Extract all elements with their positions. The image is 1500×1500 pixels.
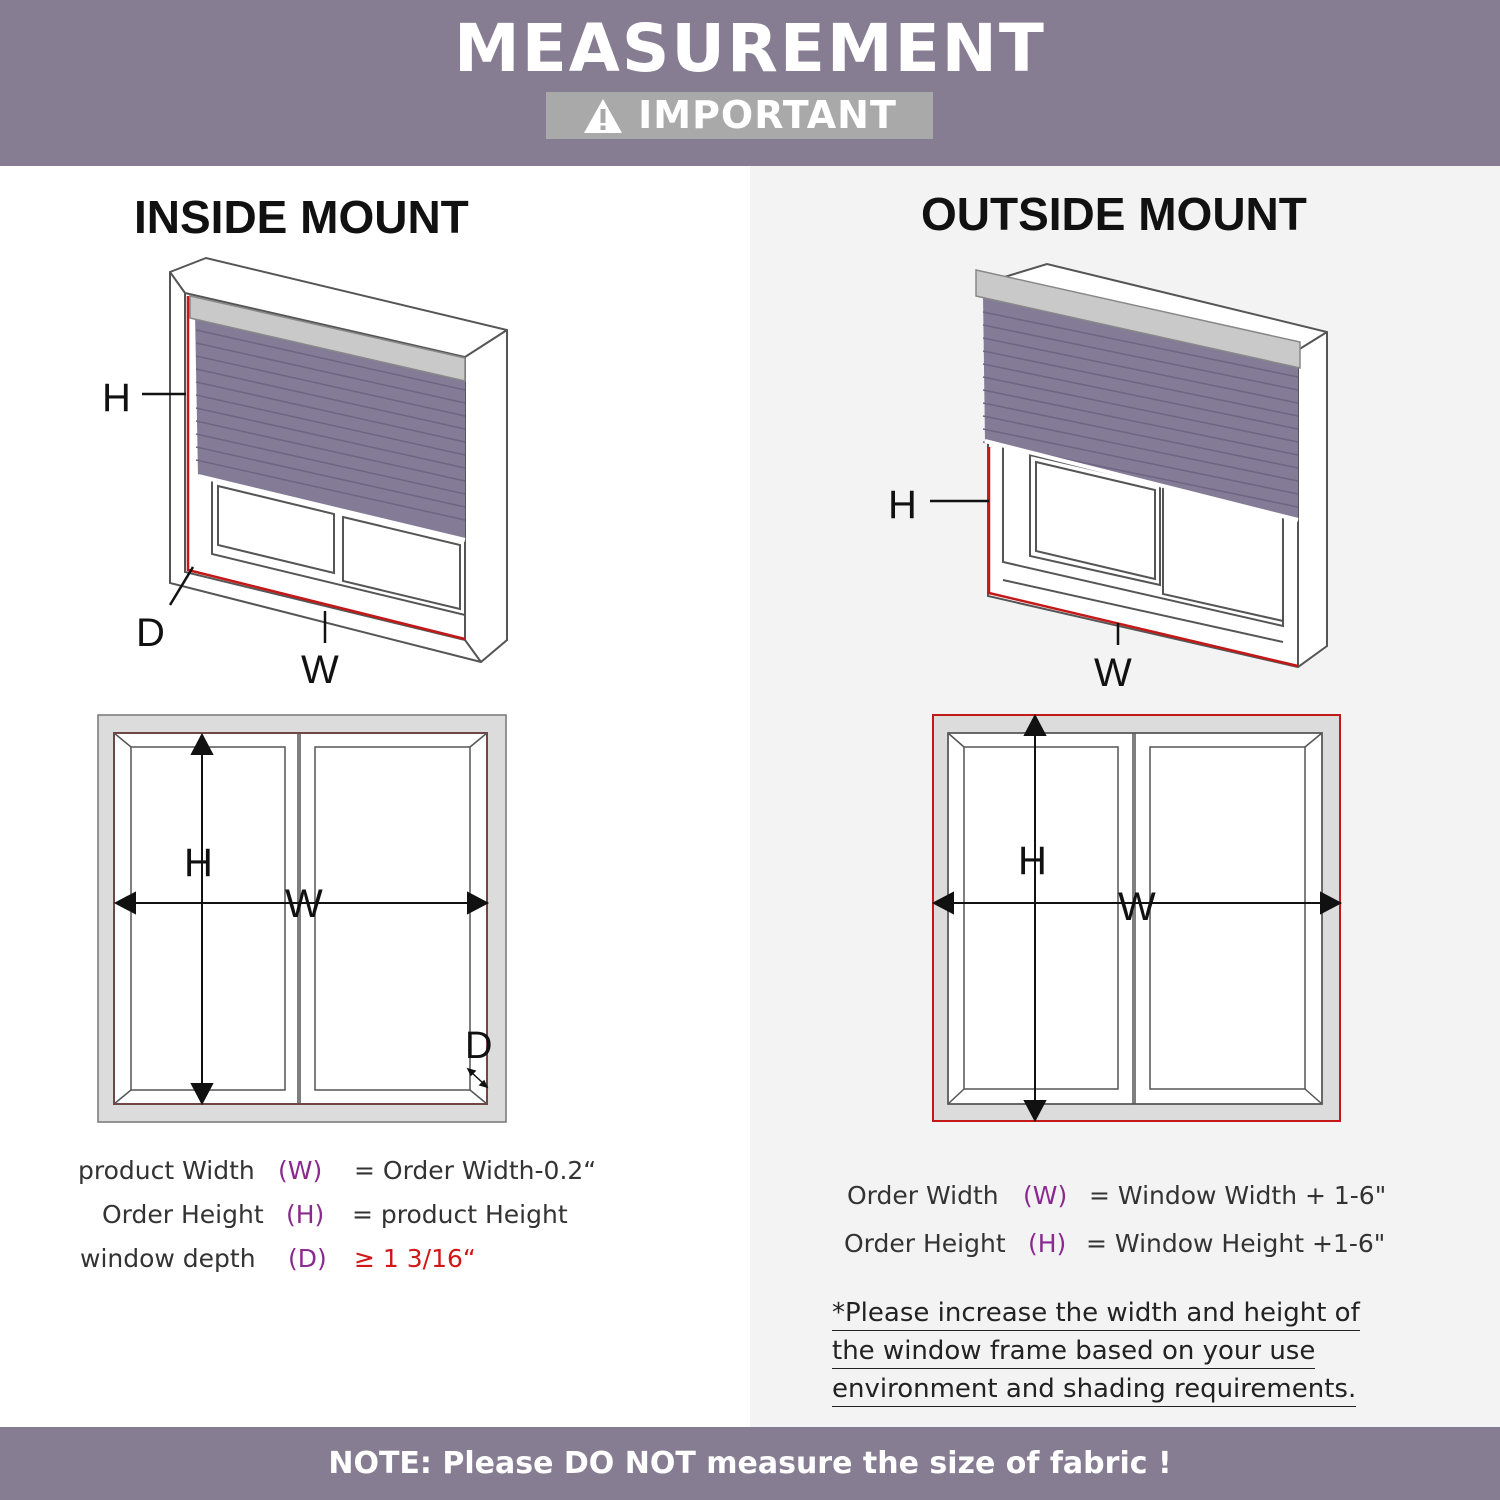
formula-var: (D) xyxy=(288,1244,327,1273)
inside-formula-width xyxy=(78,1156,596,1185)
footer-note: NOTE: Please DO NOT measure the size of fabric ! xyxy=(328,1446,1172,1481)
important-label: IMPORTANT xyxy=(638,93,897,137)
outside-front-h-label: H xyxy=(1018,839,1047,883)
inside-formula-height xyxy=(102,1200,568,1229)
formula-right: = Window Height +1-6" xyxy=(1086,1229,1386,1258)
outside-diagram-w-label: W xyxy=(1094,651,1132,695)
formula-left: Order Width xyxy=(847,1181,999,1210)
formula-right: = Order Width-0.2“ xyxy=(354,1156,597,1185)
inside-diagram-h-label: H xyxy=(102,376,131,420)
formula-var: (W) xyxy=(1023,1181,1068,1210)
outside-mount-title: OUTSIDE MOUNT xyxy=(921,188,1307,240)
outside-mount-note xyxy=(832,1296,1432,1410)
formula-right: ≥ 1 3/16“ xyxy=(354,1244,476,1273)
page-title: MEASUREMENT xyxy=(454,10,1046,87)
formula-left: window depth xyxy=(80,1244,256,1273)
footer-banner xyxy=(0,1427,1500,1500)
note-line: *Please increase the width and height of xyxy=(832,1296,1360,1331)
note-line: environment and shading requirements. xyxy=(832,1372,1356,1407)
formula-left: Order Height xyxy=(844,1229,1006,1258)
note-line: the window frame based on your use xyxy=(832,1334,1315,1369)
inside-formula-depth xyxy=(80,1244,476,1273)
inside-diagram-d-label: D xyxy=(136,611,165,655)
outside-formula-width xyxy=(847,1181,1386,1210)
inside-front-d-label: D xyxy=(465,1025,493,1067)
formula-right: = product Height xyxy=(352,1200,568,1229)
formula-var: (H) xyxy=(1028,1229,1067,1258)
formula-var: (W) xyxy=(278,1156,323,1185)
inside-mount-title: INSIDE MOUNT xyxy=(134,191,469,243)
inside-front-w-label: W xyxy=(285,882,323,926)
inside-front-h-label: H xyxy=(184,841,213,885)
inside-diagram-w-label: W xyxy=(301,648,339,692)
outside-diagram-h-label: H xyxy=(888,483,917,527)
outside-formula-height xyxy=(844,1229,1385,1258)
formula-left: product Width xyxy=(78,1156,255,1185)
formula-right: = Window Width + 1-6" xyxy=(1089,1181,1387,1210)
outside-front-w-label: W xyxy=(1118,885,1156,929)
formula-left: Order Height xyxy=(102,1200,264,1229)
formula-var: (H) xyxy=(286,1200,325,1229)
